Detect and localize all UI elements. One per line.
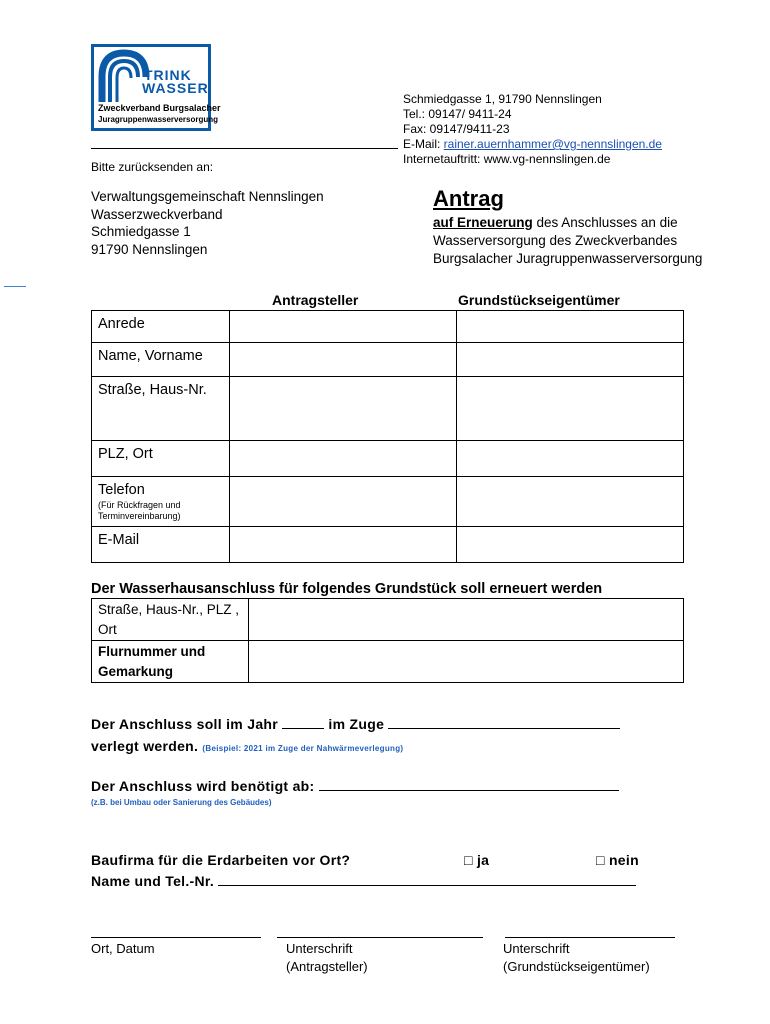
- year-input-line[interactable]: [282, 727, 324, 729]
- label-salutation: Anrede: [92, 311, 230, 343]
- place-date-line[interactable]: [91, 937, 261, 938]
- question-contractor-name-line: [91, 873, 636, 889]
- return-label: Bitte zurücksenden an:: [91, 160, 214, 174]
- column-applicant: Antragsteller: [272, 292, 359, 308]
- subtitle-rest: des Anschlusses an die Wasserversorgung des Zweckverbandes Burgsalacher Juragruppenwasserversorgung: [433, 215, 703, 266]
- label-phone-cell: [92, 477, 230, 527]
- label-street: Straße, Haus-Nr.: [92, 377, 230, 441]
- applicant-table: [91, 310, 684, 563]
- example-note: (Beispiel: 2021 im Zuge der Nahwärmeverlegung): [202, 744, 404, 753]
- owner-zip-field[interactable]: [457, 441, 684, 477]
- owner-street-field[interactable]: [457, 377, 684, 441]
- owner-salutation-field[interactable]: [457, 311, 684, 343]
- no-checkbox[interactable]: □ nein: [596, 852, 639, 868]
- applicant-salutation-field[interactable]: [230, 311, 457, 343]
- question-laid-text: verlegt werden.: [91, 738, 199, 754]
- table-row: [92, 527, 684, 563]
- column-owner: Grundstückseigentümer: [458, 292, 620, 308]
- table-row: [92, 477, 684, 527]
- applicant-signature-line[interactable]: [277, 937, 483, 938]
- label-zip: PLZ, Ort: [92, 441, 230, 477]
- owner-signature-line[interactable]: [505, 937, 675, 938]
- question-contractor-text: Baufirma für die Erdarbeiten vor Ort?: [91, 852, 351, 868]
- logo-text-zweckverband: Zweckverband Burgsalacher: [98, 103, 221, 113]
- signature-label: Unterschrift: [286, 941, 353, 956]
- table-row: [92, 343, 684, 377]
- label-property-street: Straße, Haus-Nr., PLZ , Ort: [92, 599, 249, 641]
- margin-mark: [4, 286, 26, 287]
- phone-note: (Für Rückfragen und Terminvereinbarung): [98, 500, 181, 521]
- needed-date-input-line[interactable]: [319, 789, 619, 791]
- contact-fax: Fax: 09147/9411-23: [403, 122, 510, 136]
- signature-role-applicant: (Antragsteller): [286, 959, 368, 974]
- applicant-zip-field[interactable]: [230, 441, 457, 477]
- logo-text-wasser: WASSER: [142, 80, 209, 96]
- table-row: [92, 311, 684, 343]
- recipient-line: Verwaltungsgemeinschaft Nennslingen: [91, 189, 324, 204]
- label-email: E-Mail: [92, 527, 230, 563]
- applicant-signature-label: [286, 940, 368, 976]
- owner-name-field[interactable]: [457, 343, 684, 377]
- table-row: [92, 441, 684, 477]
- document-subtitle: [433, 214, 703, 268]
- recipient-address: [91, 188, 324, 258]
- contact-block: [403, 92, 662, 167]
- subtitle-emphasis: auf Erneuerung: [433, 215, 533, 230]
- yes-checkbox[interactable]: □ ja: [464, 852, 490, 868]
- address-rule: [91, 148, 398, 149]
- question-needed-text: Der Anschluss wird benötigt ab:: [91, 778, 315, 794]
- table-row: [92, 377, 684, 441]
- question-year-text: Der Anschluss soll im Jahr: [91, 716, 279, 732]
- signature-role-owner: (Grundstückseigentümer): [503, 959, 650, 974]
- contact-web: Internetauftritt: www.vg-nennslingen.de: [403, 152, 611, 166]
- question-needed-line: [91, 778, 619, 794]
- contact-email-link[interactable]: rainer.auernhammer@vg-nennslingen.de: [443, 137, 662, 151]
- recipient-line: 91790 Nennslingen: [91, 241, 208, 257]
- document-title: Antrag: [433, 186, 504, 211]
- property-section-title: Der Wasserhausanschluss für folgendes Grundstück soll erneuert werden: [91, 581, 603, 597]
- signature-label: Unterschrift: [503, 941, 570, 956]
- label-name: Name, Vorname: [92, 343, 230, 377]
- property-table: [91, 598, 684, 683]
- label-phone: Telefon: [98, 482, 145, 498]
- context-input-line[interactable]: [388, 727, 620, 729]
- contact-tel: Tel.: 09147/ 9411-24: [403, 107, 512, 121]
- question-context-text: im Zuge: [328, 716, 385, 732]
- recipient-line: Schmiedgasse 1: [91, 224, 191, 239]
- property-parcel-field[interactable]: [249, 641, 684, 683]
- table-row: [92, 599, 684, 641]
- needed-note: (z.B. bei Umbau oder Sanierung des Gebäudes): [91, 798, 272, 807]
- applicant-name-field[interactable]: [230, 343, 457, 377]
- contact-email-label: E-Mail:: [403, 137, 444, 151]
- contractor-name-input-line[interactable]: [218, 884, 636, 886]
- owner-email-field[interactable]: [457, 527, 684, 563]
- label-parcel: Flurnummer und Gemarkung: [92, 641, 249, 683]
- applicant-phone-field[interactable]: [230, 477, 457, 527]
- applicant-email-field[interactable]: [230, 527, 457, 563]
- table-row: [92, 641, 684, 683]
- applicant-street-field[interactable]: [230, 377, 457, 441]
- trinkwasser-logo: [91, 44, 221, 131]
- recipient-line: Wasserzweckverband: [91, 206, 223, 222]
- question-year-line: [91, 716, 620, 732]
- logo-text-trink: TRINK: [144, 67, 192, 83]
- owner-phone-field[interactable]: [457, 477, 684, 527]
- question-laid-line: [91, 738, 403, 754]
- property-street-field[interactable]: [249, 599, 684, 641]
- logo-text-juragruppe: Juragruppenwasserversorgung: [98, 115, 219, 124]
- owner-signature-label: [503, 940, 650, 976]
- contact-email-row: [403, 137, 662, 152]
- place-date-label: Ort, Datum: [91, 941, 155, 956]
- question-contractor-name-text: Name und Tel.-Nr.: [91, 873, 215, 889]
- contact-address: Schmiedgasse 1, 91790 Nennslingen: [403, 92, 602, 106]
